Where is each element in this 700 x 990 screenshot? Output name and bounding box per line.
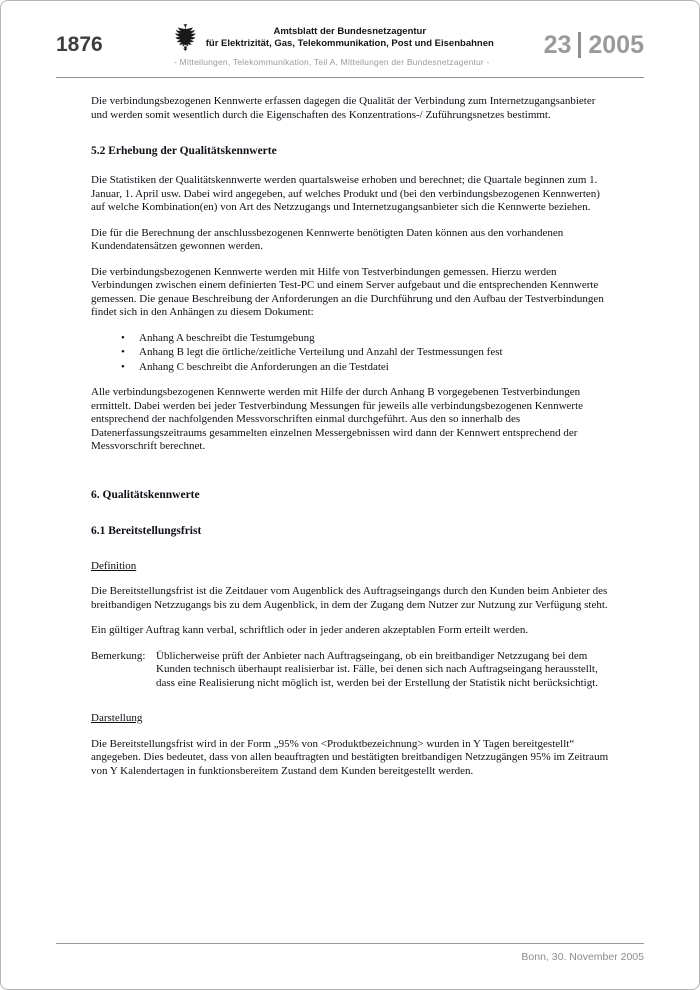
paragraph: Die für die Berechnung der anschlussbezogenen Kennwerte benötigten Daten können aus den vorhandenen Kundendatensätzen gewonnen werden.	[91, 226, 564, 252]
annex-bullet-list	[121, 332, 609, 375]
page-number: 1876	[56, 33, 103, 56]
darstellung-paragraph: Die Bereitstellungsfrist wird in der Form „95% von <Produktbezeichnung> wurden in Y Tagen bereitgestellt“ angegeben. Dies bedeutet, dass von allen beauftragten und bestätigten breitbandigen Netzzugängen 95% im Zeitraum von Y Kalendertagen in funktionsbereitem Zustand dem Kunden bereitgestellt werden.	[91, 737, 609, 777]
remark-text: Üblicherweise prüft der Anbieter nach Auftragseingang, ob ein breitbandiger Netzzugang bei dem Kunden technisch überhaupt realisierbar ist. Fälle, bei denen sich nach Auftragseingang herausstellt, dass eine Realisierung nicht möglich ist, werden bei der Erstellung der Statistik nicht berücksichtigt.	[156, 649, 599, 689]
definition-label: Definition	[91, 559, 137, 572]
remark-label: Bemerkung:	[91, 649, 146, 662]
gazette-title: Amtsblatt der Bundesnetzagentur	[273, 26, 427, 37]
gazette-title-block	[206, 26, 494, 50]
masthead-top-row	[170, 23, 494, 53]
section-6-1-heading: 6.1 Bereitstellungsfrist	[91, 524, 202, 537]
document-body	[91, 95, 609, 778]
issue-year: 2005	[588, 30, 644, 59]
gazette-section-line: - Mitteilungen, Telekommunikation, Teil A, Mitteilungen der Bundesnetzagentur -	[174, 57, 490, 67]
section-5-2-heading: 5.2 Erhebung der Qualitätskennwerte	[91, 145, 277, 157]
gazette-masthead	[120, 23, 544, 67]
footer-divider	[56, 943, 644, 944]
gazette-subtitle: für Elektrizität, Gas, Telekommunikation, Post und Eisenbahnen	[205, 38, 494, 49]
list-item: • Anhang A beschreibt die Testumgebung	[121, 332, 609, 346]
issue-divider-bar	[578, 32, 581, 58]
issue-badge	[544, 31, 644, 60]
federal-eagle-icon	[170, 23, 197, 53]
header-divider	[56, 77, 644, 78]
list-item: • Anhang B legt die örtliche/zeitliche Verteilung und Anzahl der Testmessungen fest	[121, 346, 609, 360]
paragraph: Die Statistiken der Qualitätskennwerte werden quartalsweise erhoben und berechnet; die Quartale beginnen zum 1. Januar, 1. April usw. Dabei wird angegeben, auf welches Produkt und (bei den verbindungsbezogenen Kennwerten) auf welche Kombination(en) von Art des Netzzugangs und Internetzugangsanbieter sich die Kennwerte beziehen.	[91, 174, 600, 213]
paragraph: Ein gültiger Auftrag kann verbal, schriftlich oder in jeder anderen akzeptablen Form erteilt werden.	[91, 624, 529, 636]
list-item: • Anhang C beschreibt die Anforderungen an die Testdatei	[121, 361, 609, 375]
paragraph: Die Bereitstellungsfrist ist die Zeitdauer vom Augenblick des Auftragseingangs durch den Kunden beim Anbieter des breitbandigen Netzzugangs bis zu dem Augenblick, in dem der Zugang dem Nutzer zur Nutzung zur Verfügung steht.	[91, 585, 608, 611]
paragraph: Die verbindungsbezogenen Kennwerte werden mit Hilfe von Testverbindungen gemessen. Hierzu werden Verbindungen zwischen einem definierten Test-PC und einem Server aufgebaut und die entsprechenden Kennwerte gemessen. Die genaue Beschreibung der Anforderungen an die Durchführung und den Aufbau der Testverbindungen findet sich in den Anhängen zu diesem Dokument:	[91, 265, 604, 318]
darstellung-label: Darstellung	[91, 712, 143, 724]
paragraph: Alle verbindungsbezogenen Kennwerte werden mit Hilfe der durch Anhang B vorgegebenen Testverbindungen ermittelt. Dabei werden bei jeder Testverbindung Messungen für jeweils alle verbindungsbezogenen Kennwerte entsprechend der nachfolgenden Messvorschriften einmal durchgeführt. Aus den so innerhalb des Datenerfassungszeitraums gesammelten einzelnen Messergebnissen wird dann der Kennwert entsprechend der Messvorschrift berechnet.	[91, 386, 584, 452]
section-6-heading: 6. Qualitätskennwerte	[91, 488, 200, 501]
page-header	[1, 1, 699, 77]
intro-paragraph: Die verbindungsbezogenen Kennwerte erfassen dagegen die Qualität der Verbindung zum Internetzugangsanbieter und werden somit wesentlich durch die Eigenschaften des Konzentrations-/ Zuführungsnetzes bestimmt.	[91, 95, 596, 121]
footer-date: Bonn, 30. November 2005	[521, 951, 644, 963]
issue-number: 23	[543, 30, 572, 59]
remark-block	[91, 650, 609, 691]
page-footer	[56, 943, 644, 963]
